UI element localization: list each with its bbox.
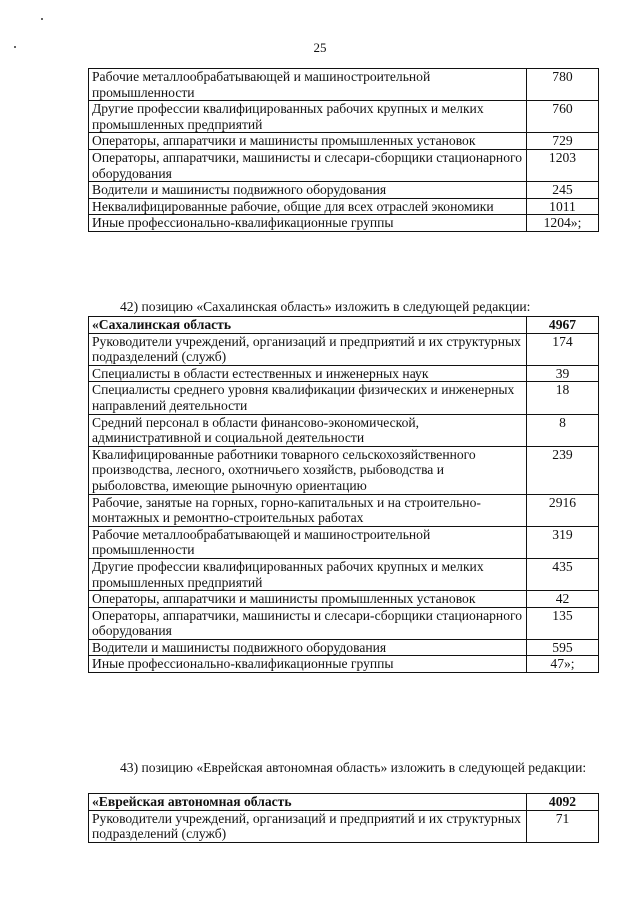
occupation-label: Рабочие металлообрабатывающей и машиностроительной промышленности (89, 69, 527, 101)
paragraph-43: 43) позицию «Еврейская автономная область» изложить в следующей редакции: (120, 760, 587, 775)
table-row (89, 656, 599, 673)
page-number: 25 (313, 40, 327, 55)
occupation-value: 1203 (527, 149, 599, 181)
occupation-value: 245 (527, 182, 599, 199)
table-row (89, 526, 599, 558)
occupation-value: 42 (527, 591, 599, 608)
occupation-value: 780 (527, 69, 599, 101)
occupation-value: 435 (527, 558, 599, 590)
table-row (89, 182, 599, 199)
table-row (89, 198, 599, 215)
table-header-row (89, 317, 599, 334)
occupation-label: Рабочие, занятые на горных, горно-капитальных и на строительно-монтажных и ремонтно-строительных работах (89, 494, 527, 526)
table-row (89, 69, 599, 101)
occupation-value: 174 (527, 333, 599, 365)
occupation-label: Операторы, аппаратчики и машинисты промышленных установок (89, 591, 527, 608)
occupation-value: 239 (527, 446, 599, 494)
occupation-value: 47»; (527, 656, 599, 673)
occupation-label: Операторы, аппаратчики и машинисты промышленных установок (89, 133, 527, 150)
table-sakhalin (88, 316, 599, 673)
occupation-value: 1011 (527, 198, 599, 215)
occupation-label: Водители и машинисты подвижного оборудования (89, 182, 527, 199)
occupation-label: Иные профессионально-квалификационные группы (89, 656, 527, 673)
occupation-label: Операторы, аппаратчики, машинисты и слесари-сборщики стационарного оборудования (89, 149, 527, 181)
table-row (89, 414, 599, 446)
region-name: «Сахалинская область (89, 317, 527, 334)
table-row (89, 365, 599, 382)
table-row (89, 639, 599, 656)
table-row (89, 810, 599, 842)
table-row (89, 133, 599, 150)
region-total: 4092 (527, 794, 599, 811)
occupation-label: Другие профессии квалифицированных рабочих крупных и мелких промышленных предприятий (89, 101, 527, 133)
table-row (89, 591, 599, 608)
occupation-value: 18 (527, 382, 599, 414)
table-row (89, 446, 599, 494)
table-row (89, 494, 599, 526)
occupation-label: Рабочие металлообрабатывающей и машиностроительной промышленности (89, 526, 527, 558)
occupation-value: 595 (527, 639, 599, 656)
region-total: 4967 (527, 317, 599, 334)
table-continuation (88, 68, 599, 232)
occupation-label: Квалифицированные работники товарного сельскохозяйственного производства, лесного, охотничьего хозяйств, рыбоводства и рыболовства, имеющие рыночную ориентацию (89, 446, 527, 494)
paragraph-42: 42) позицию «Сахалинская область» изложить в следующей редакции: (120, 299, 531, 314)
occupation-value: 2916 (527, 494, 599, 526)
occupation-label: Средний персонал в области финансово-экономической, административной и социальной деятельности (89, 414, 527, 446)
table-row (89, 382, 599, 414)
occupation-label: Операторы, аппаратчики, машинисты и слесари-сборщики стационарного оборудования (89, 607, 527, 639)
table-row (89, 101, 599, 133)
region-name: «Еврейская автономная область (89, 794, 527, 811)
occupation-value: 39 (527, 365, 599, 382)
occupation-value: 1204»; (527, 215, 599, 232)
table-header-row (89, 794, 599, 811)
occupation-label: Руководители учреждений, организаций и предприятий и их структурных подразделений (служб) (89, 333, 527, 365)
occupation-label: Специалисты среднего уровня квалификации физических и инженерных направлений деятельности (89, 382, 527, 414)
table-row (89, 333, 599, 365)
scan-speck (41, 18, 43, 20)
occupation-value: 8 (527, 414, 599, 446)
occupation-value: 319 (527, 526, 599, 558)
table-row (89, 149, 599, 181)
occupation-label: Водители и машинисты подвижного оборудования (89, 639, 527, 656)
table-row (89, 215, 599, 232)
table-jewish-ao (88, 793, 599, 843)
occupation-label: Руководители учреждений, организаций и предприятий и их структурных подразделений (служб) (89, 810, 527, 842)
table-row (89, 607, 599, 639)
occupation-label: Иные профессионально-квалификационные группы (89, 215, 527, 232)
occupation-value: 71 (527, 810, 599, 842)
table-row (89, 558, 599, 590)
occupation-label: Специалисты в области естественных и инженерных наук (89, 365, 527, 382)
occupation-label: Неквалифицированные рабочие, общие для всех отраслей экономики (89, 198, 527, 215)
occupation-label: Другие профессии квалифицированных рабочих крупных и мелких промышленных предприятий (89, 558, 527, 590)
occupation-value: 760 (527, 101, 599, 133)
occupation-value: 135 (527, 607, 599, 639)
occupation-value: 729 (527, 133, 599, 150)
